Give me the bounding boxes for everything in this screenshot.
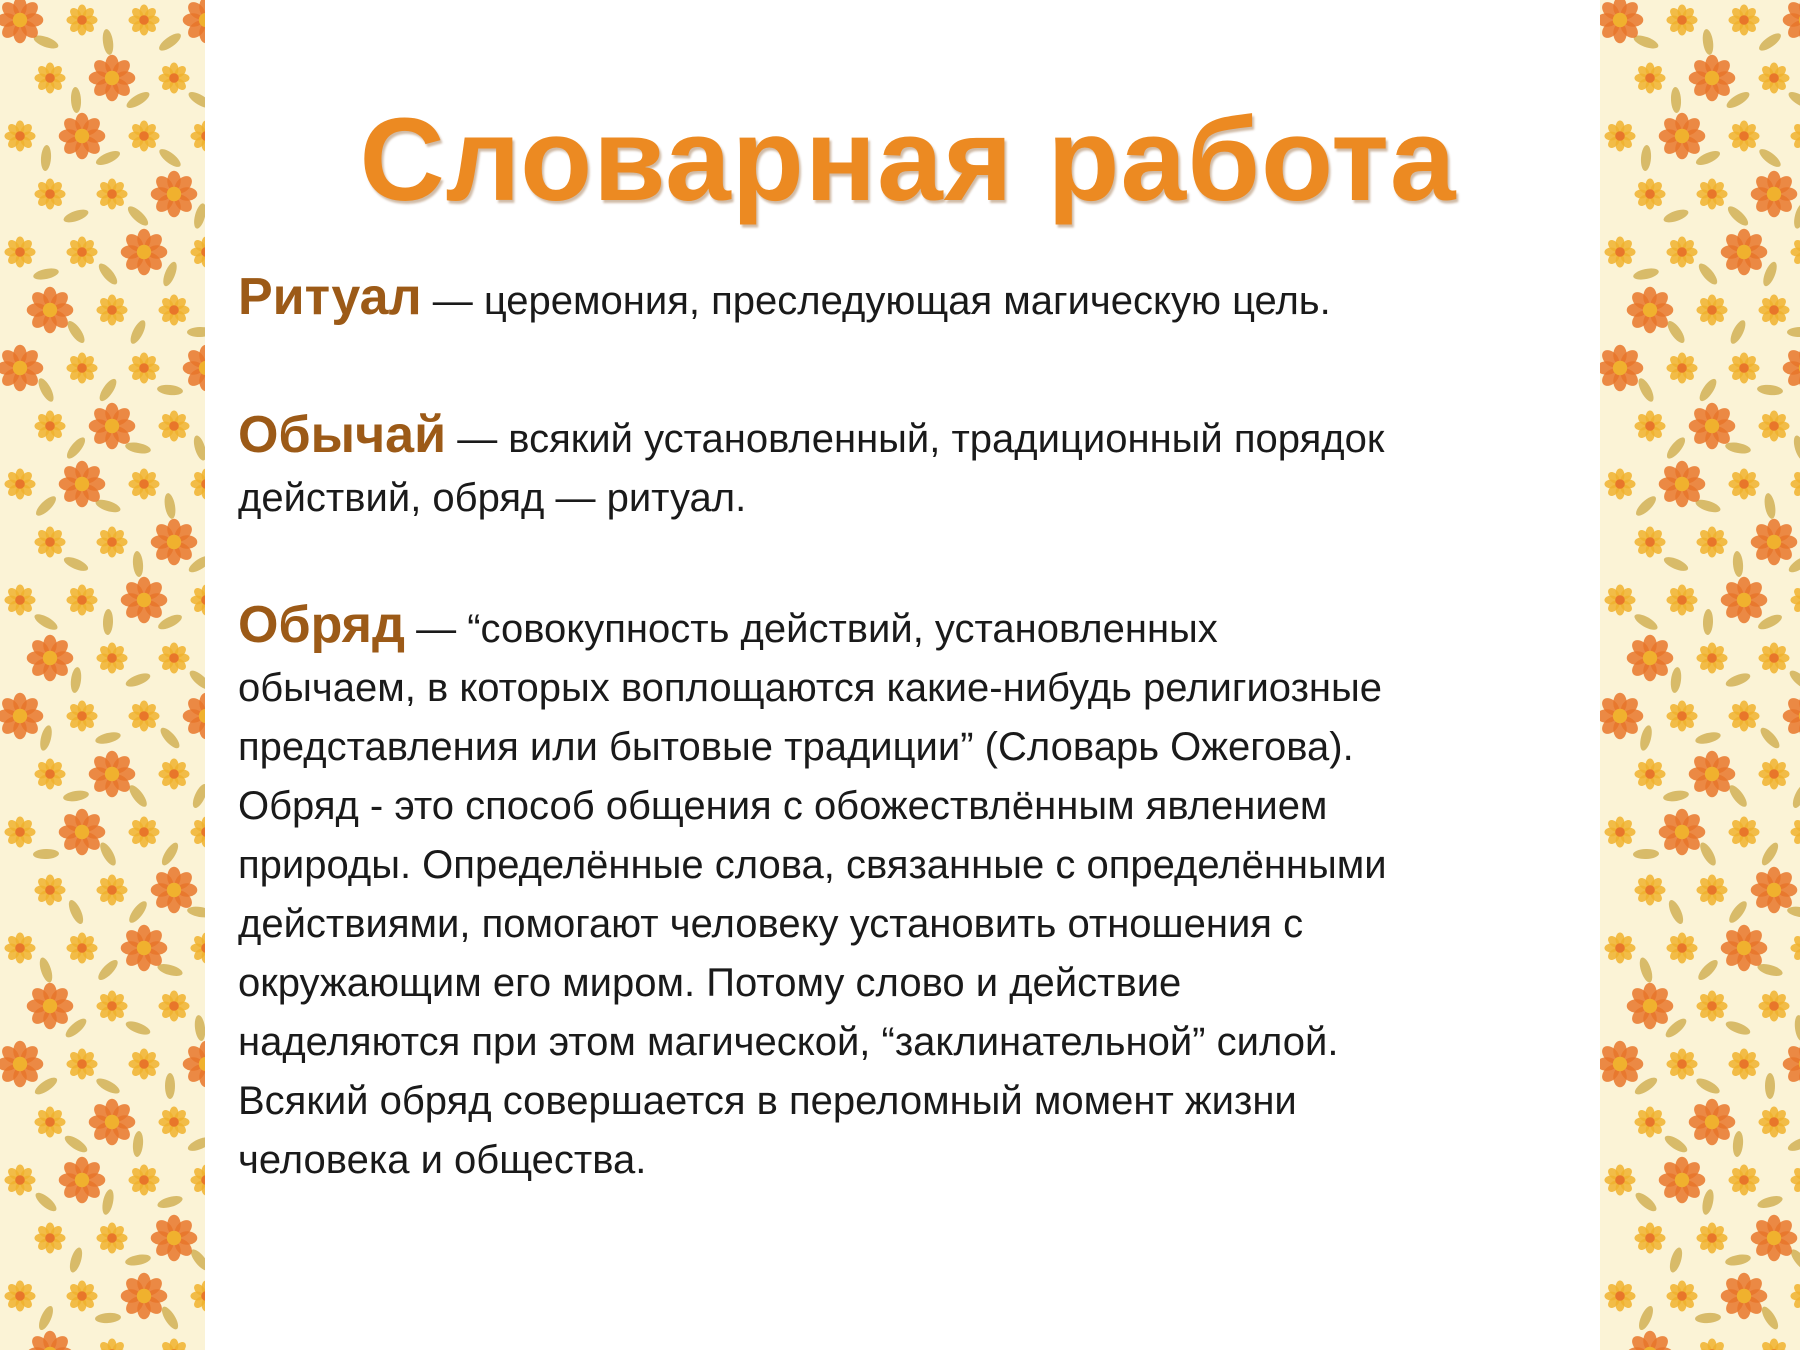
definition-text: наделяются при этом магической, “заклинательной” силой. <box>238 1020 1339 1064</box>
definition-text: Обряд - это способ общения с обожествлённым явлением <box>238 784 1328 828</box>
slide-title: Словарная работа <box>359 94 1457 226</box>
definition-obychai <box>238 406 1578 528</box>
definition-text: человека и общества. <box>238 1138 647 1182</box>
slide-content <box>238 90 1578 1190</box>
definition-ritual <box>238 268 1578 331</box>
definition-text: — всякий установленный, традиционный порядок <box>457 417 1385 461</box>
term-obryad: Обряд <box>238 596 405 654</box>
definition-text: действий, обряд — ритуал. <box>238 476 747 520</box>
floral-ornament-icon <box>0 0 205 1350</box>
definition-obryad <box>238 596 1578 1190</box>
definition-text: природы. Определённые слова, связанные с определёнными <box>238 843 1387 887</box>
term-ritual: Ритуал <box>238 268 422 326</box>
definition-text: — церемония, преследующая магическую цель. <box>432 279 1331 323</box>
floral-ornament-icon <box>1600 0 1800 1350</box>
floral-border-left <box>0 0 205 1350</box>
floral-border-right <box>1600 0 1800 1350</box>
definition-text: представления или бытовые традиции” (Словарь Ожегова). <box>238 725 1354 769</box>
definition-text: — “совокупность действий, установленных <box>416 607 1218 651</box>
term-obychai: Обычай <box>238 406 447 464</box>
definition-text: действиями, помогают человеку установить отношения с <box>238 902 1304 946</box>
definition-text: окружающим его миром. Потому слово и действие <box>238 961 1182 1005</box>
definition-text: Всякий обряд совершается в переломный момент жизни <box>238 1079 1297 1123</box>
definition-text: обычаем, в которых воплощаются какие-нибудь религиозные <box>238 666 1383 710</box>
